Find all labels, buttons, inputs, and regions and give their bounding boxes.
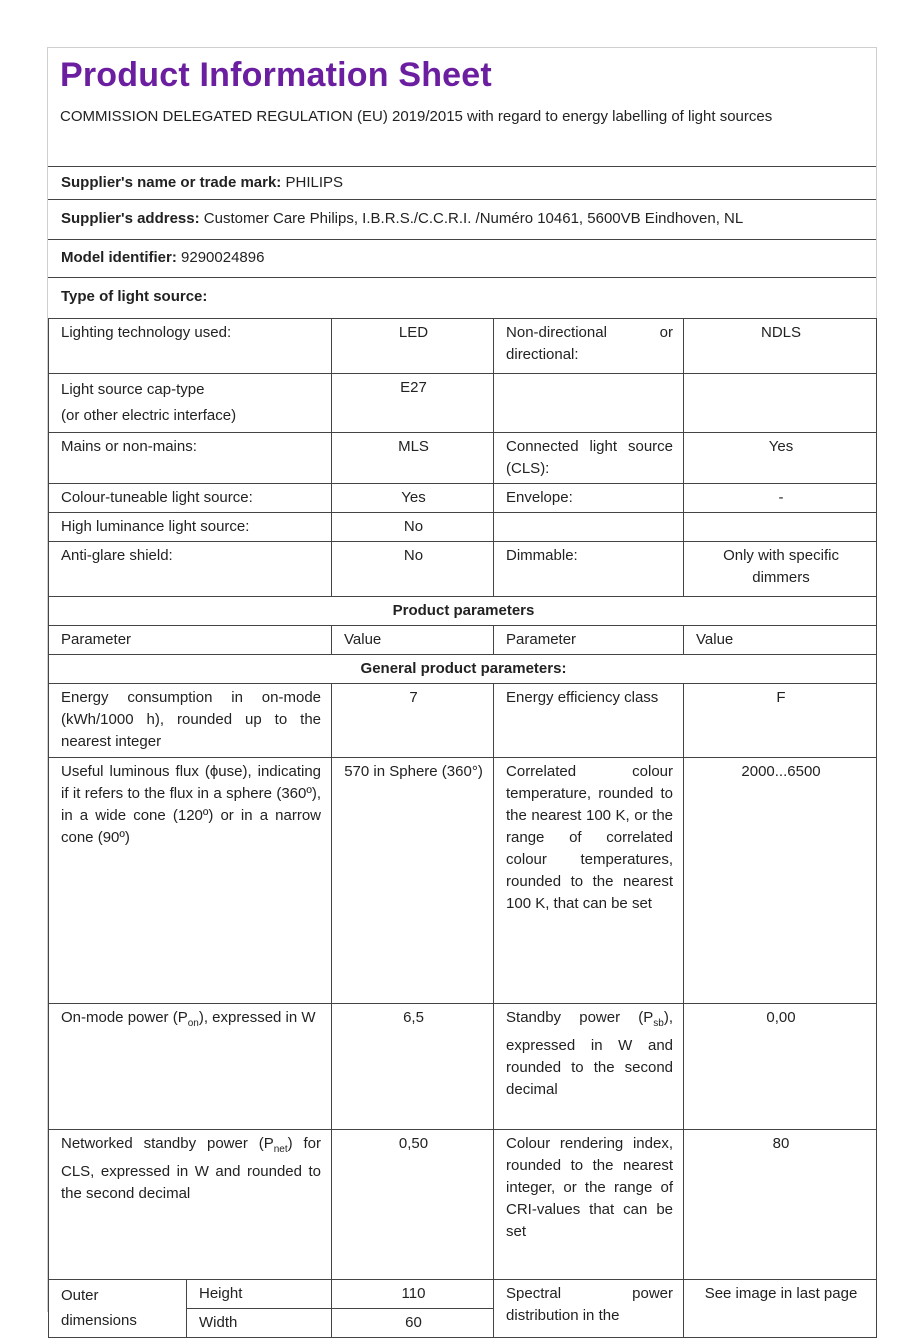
- product-parameters-heading: Product parameters: [49, 597, 877, 626]
- table-row: [49, 542, 877, 597]
- dimmable-value: Only with specific dimmers: [684, 542, 877, 597]
- table-row: [49, 1130, 877, 1280]
- regulation-text: COMMISSION DELEGATED REGULATION (EU) 2019/2015 with regard to energy labelling of light sources: [60, 108, 773, 125]
- colour-temperature-value: 2000...6500: [684, 758, 877, 1004]
- energy-consumption-value: 7: [332, 684, 494, 758]
- mains-label: Mains or non-mains:: [49, 433, 332, 484]
- supplier-address-row: [48, 199, 876, 239]
- table-row: [49, 319, 877, 374]
- high-luminance-value: No: [332, 513, 494, 542]
- directionality-value: NDLS: [684, 319, 877, 374]
- on-mode-power-text-end: ), expressed in W: [198, 1009, 316, 1026]
- height-value: 110: [332, 1280, 494, 1309]
- table-row: [49, 1004, 877, 1130]
- networked-standby-text: Networked standby power (P: [61, 1135, 274, 1152]
- spectral-power-value: See image in last page: [684, 1280, 877, 1338]
- on-mode-power-subscript: on: [187, 1018, 199, 1029]
- empty-cell: [684, 513, 877, 542]
- lighting-technology-label: Lighting technology used:: [49, 319, 332, 374]
- empty-cell: [684, 374, 877, 433]
- energy-consumption-label: Energy consumption in on-mode (kWh/1000 h), rounded up to the nearest integer: [49, 684, 332, 758]
- on-mode-power-label: [49, 1004, 332, 1130]
- parameters-table: [48, 318, 877, 1338]
- outer-dimensions-label: Outer dimensions: [49, 1280, 187, 1338]
- supplier-name-label: Supplier's name or trade mark:: [61, 174, 282, 191]
- column-header-value: Value: [684, 626, 877, 655]
- product-information-sheet: [47, 47, 877, 1331]
- energy-efficiency-label: Energy efficiency class: [494, 684, 684, 758]
- lighting-technology-value: LED: [332, 319, 494, 374]
- table-row: [49, 374, 877, 433]
- networked-standby-value: 0,50: [332, 1130, 494, 1280]
- supplier-name-value: PHILIPS: [285, 174, 344, 191]
- luminous-flux-value: 570 in Sphere (360°): [332, 758, 494, 1004]
- empty-cell: [494, 374, 684, 433]
- column-header-value: Value: [332, 626, 494, 655]
- spectral-power-label: Spectral power distribution in the: [494, 1280, 684, 1338]
- model-identifier-value: 9290024896: [181, 249, 265, 266]
- general-parameters-heading: General product parameters:: [49, 655, 877, 684]
- table-row: [49, 513, 877, 542]
- column-header-parameter: Parameter: [494, 626, 684, 655]
- high-luminance-label: High luminance light source:: [49, 513, 332, 542]
- supplier-name-row: [48, 166, 876, 199]
- table-row: [49, 758, 877, 1004]
- cap-type-label-line1: Light source cap-type: [61, 381, 205, 398]
- empty-cell: [494, 513, 684, 542]
- on-mode-power-value: 6,5: [332, 1004, 494, 1130]
- model-identifier-label: Model identifier:: [61, 249, 177, 266]
- colour-temperature-label: Correlated colour temperature, rounded to the nearest 100 K, or the range of correlated colour temperatures, rounded to the nearest 100 K, that can be set: [494, 758, 684, 1004]
- table-row: [49, 684, 877, 758]
- table-row: [49, 433, 877, 484]
- supplier-address-value: Customer Care Philips, I.B.R.S./C.C.R.I. /Numéro 10461, 5600VB Eindhoven, NL: [203, 210, 744, 227]
- anti-glare-label: Anti-glare shield:: [49, 542, 332, 597]
- networked-standby-label: [49, 1130, 332, 1280]
- cls-label: Connected light source (CLS):: [494, 433, 684, 484]
- envelope-label: Envelope:: [494, 484, 684, 513]
- supplier-address-label: Supplier's address:: [61, 210, 200, 227]
- model-identifier-row: [48, 239, 876, 277]
- dimmable-label: Dimmable:: [494, 542, 684, 597]
- anti-glare-value: No: [332, 542, 494, 597]
- light-source-type-label: Type of light source:: [61, 288, 208, 305]
- table-row: [49, 484, 877, 513]
- cap-type-label-line2: (or other electric interface): [61, 407, 237, 424]
- table-row: [49, 655, 877, 684]
- cri-label: Colour rendering index, rounded to the nearest integer, or the range of CRI-values that can be set: [494, 1130, 684, 1280]
- colour-tuneable-value: Yes: [332, 484, 494, 513]
- standby-power-label: [494, 1004, 684, 1130]
- standby-power-value: 0,00: [684, 1004, 877, 1130]
- luminous-flux-label: Useful luminous flux (ϕuse), indicating if it refers to the flux in a sphere (360º), in a wide cone (120º) or in a narrow cone (90º): [49, 758, 332, 1004]
- networked-standby-text-end: ) for CLS, expressed in W and rounded to the second decimal: [61, 1135, 322, 1202]
- cri-value: 80: [684, 1130, 877, 1280]
- height-label: Height: [187, 1280, 332, 1309]
- directionality-label: Non-directional or directional:: [494, 319, 684, 374]
- width-label: Width: [187, 1309, 332, 1338]
- colour-tuneable-label: Colour-tuneable light source:: [49, 484, 332, 513]
- standby-power-subscript: sb: [653, 1018, 664, 1029]
- standby-power-text: Standby power (P: [506, 1009, 654, 1026]
- light-source-type-row: [48, 277, 876, 318]
- standby-power-text-end: ), expressed in W and rounded to the second decimal: [506, 1009, 674, 1098]
- column-header-parameter: Parameter: [49, 626, 332, 655]
- energy-efficiency-value: F: [684, 684, 877, 758]
- cap-type-label: [49, 374, 332, 433]
- cls-value: Yes: [684, 433, 877, 484]
- on-mode-power-text: On-mode power (P: [61, 1009, 188, 1026]
- mains-value: MLS: [332, 433, 494, 484]
- width-value: 60: [332, 1309, 494, 1338]
- page-title: Product Information Sheet: [60, 56, 492, 94]
- table-row: [49, 1280, 877, 1309]
- networked-standby-subscript: net: [273, 1144, 288, 1155]
- table-row: [49, 597, 877, 626]
- table-row: [49, 626, 877, 655]
- cap-type-value: E27: [332, 374, 494, 433]
- envelope-value: -: [684, 484, 877, 513]
